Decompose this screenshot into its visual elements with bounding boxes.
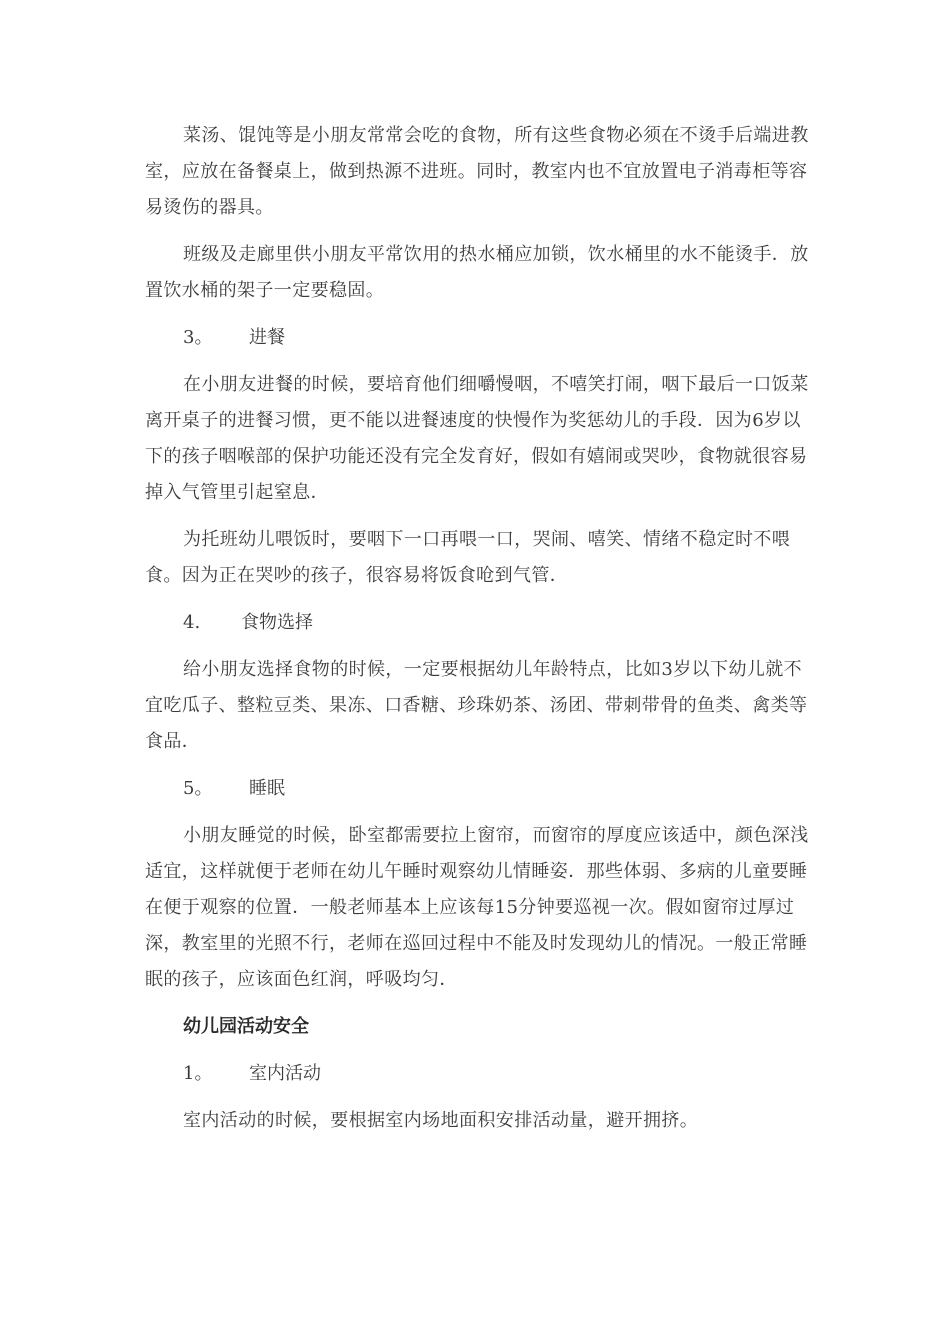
paragraph-eating-habits: 在小朋友进餐的时候，要培育他们细嚼慢咽，不嘻笑打闹，咽下最后一口饭菜离开桌子的进餐习惯，更不能以进餐速度的快慢作为奖惩幼儿的手段．因为6岁以下的孩子咽喉部的保护功能还没有完全发育好，假如有嬉闹或哭吵，食物就很容易掉入气管里引起窒息． — [145, 374, 809, 503]
paragraph-indoor-activity: 室内活动的时候，要根据室内场地面积安排活动量，避开拥挤。 — [183, 1110, 699, 1131]
heading-number: 3。 — [183, 327, 213, 348]
heading-number: 4. — [183, 612, 201, 633]
heading-indoor-activity — [145, 1056, 817, 1092]
paragraph-food-selection: 给小朋友选择食物的时候，一定要根据幼儿年龄特点，比如3岁以下幼儿就不宜吃瓜子、整粒豆类、果冻、口香糖、珍珠奶茶、汤团、带刺带骨的鱼类、禽类等食品． — [145, 659, 808, 752]
paragraph-hot-food: 菜汤、馄饨等是小朋友常常会吃的食物，所有这些食物必须在不烫手后端进教室，应放在备餐桌上，做到热源不进班。同时，教室内也不宜放置电子消毒柜等容易烫伤的器具。 — [145, 125, 809, 218]
document-body — [145, 118, 817, 1150]
heading-label: 室内活动 — [249, 1063, 321, 1084]
heading-food-selection — [145, 605, 817, 641]
heading-label: 睡眠 — [249, 778, 285, 799]
heading-sleep — [145, 771, 817, 807]
heading-eating — [145, 320, 817, 356]
paragraph-sleep: 小朋友睡觉的时候，卧室都需要拉上窗帘，而窗帘的厚度应该适中，颜色深浅适宜，这样就便于老师在幼儿午睡时观察幼儿情睡姿．那些体弱、多病的儿童要睡在便于观察的位置．一般老师基本上应该每15分钟要巡视一次。假如窗帘过厚过深，教室里的光照不行，老师在巡回过程中不能及时发现幼儿的情况。一般正常睡眠的孩子，应该面色红润，呼吸均匀． — [145, 825, 809, 990]
section-title-activity-safety: 幼儿园活动安全 — [183, 1016, 309, 1037]
heading-number: 5。 — [183, 778, 213, 799]
heading-number: 1。 — [183, 1063, 213, 1084]
paragraph-feeding: 为托班幼儿喂饭时，要咽下一口再喂一口，哭闹、嘻笑、情绪不稳定时不喂食。因为正在哭吵的孩子，很容易将饭食呛到气管． — [145, 529, 791, 586]
heading-label: 食物选择 — [241, 612, 313, 633]
heading-label: 进餐 — [249, 327, 285, 348]
paragraph-hot-water: 班级及走廊里供小朋友平常饮用的热水桶应加锁，饮水桶里的水不能烫手．放置饮水桶的架子一定要稳固。 — [145, 244, 809, 301]
